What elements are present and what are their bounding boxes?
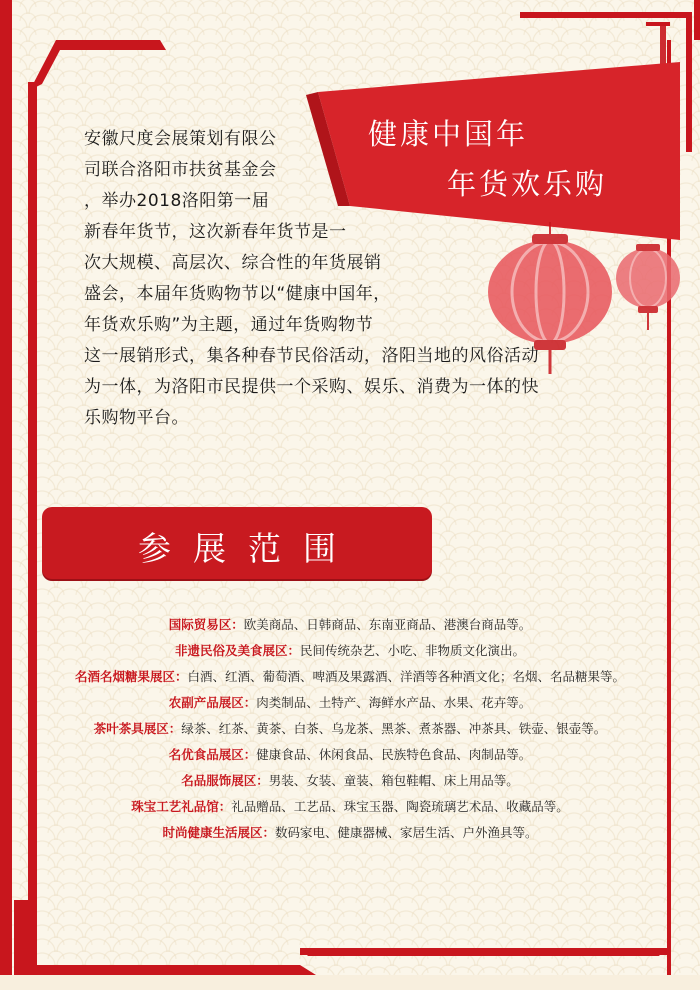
scope-items: 肉类制品、土特产、海鲜水产品、水果、花卉等。 (256, 695, 532, 710)
exhibition-scope-list (0, 612, 700, 846)
scope-separator: ： (243, 747, 257, 762)
scope-items: 民间传统杂艺、小吃、非物质文化演出。 (300, 643, 526, 658)
scope-label: 珠宝工艺礼品馆 (131, 799, 219, 814)
scope-separator: ： (256, 773, 269, 788)
scope-label: 茶叶茶具展区 (93, 721, 169, 736)
banner-title-line1: 健康中国年 (368, 117, 529, 151)
intro-line: 为一体，为洛阳市民提供一个采购、娱乐、消费为一体的快 (84, 377, 539, 397)
scope-label: 农副产品展区 (168, 695, 244, 710)
scope-label: 非遗民俗及美食展区 (174, 643, 288, 658)
banner-title-line2: 年货欢乐购 (447, 167, 608, 201)
intro-line: ，举办2018洛阳第一届 (84, 191, 270, 211)
scope-row (0, 794, 700, 820)
scope-row (0, 820, 700, 846)
scope-row (0, 690, 700, 716)
scope-separator: ： (287, 643, 300, 658)
scope-items: 礼品赠品、工艺品、珠宝玉器、陶瓷琉璃艺术品、收藏品等。 (231, 799, 569, 814)
intro-line: 年货欢乐购”为主题，通过年货购物节 (84, 315, 374, 335)
intro-line: 次大规模、高层次、综合性的年货展销 (84, 253, 382, 273)
intro-line: 司联合洛阳市扶贫基金会 (84, 160, 277, 180)
scope-row (0, 716, 700, 742)
scope-label: 名优食品展区 (168, 747, 244, 762)
scope-row (0, 638, 700, 664)
scope-row (0, 664, 700, 690)
section-title-box (42, 507, 432, 579)
scope-separator: ： (231, 617, 244, 632)
intro-line: 这一展销形式，集各种春节民俗活动，洛阳当地的风俗活动 (84, 346, 539, 366)
section-title: 参展范围 (138, 529, 358, 568)
intro-line: 乐购物平台。 (84, 408, 189, 428)
intro-line: 盛会，本届年货购物节以“健康中国年， (84, 284, 391, 304)
scope-items: 数码家电、健康器械、家居生活、户外渔具等。 (275, 825, 538, 840)
scope-label: 国际贸易区 (168, 617, 232, 632)
scope-items: 健康食品、休闲食品、民族特色食品、肉制品等。 (256, 747, 532, 762)
scope-items: 欧美商品、日韩商品、东南亚商品、港澳台商品等。 (243, 617, 532, 632)
scope-separator: ： (262, 825, 275, 840)
intro-line: 新春年货节，这次新春年货节是一 (84, 222, 347, 242)
scope-row (0, 768, 700, 794)
scope-separator: ： (168, 721, 182, 736)
intro-paragraph (84, 124, 584, 434)
scope-separator: ： (218, 799, 232, 814)
scope-separator: ： (243, 695, 257, 710)
intro-line: 安徽尺度会展策划有限公 (84, 129, 277, 149)
scope-row (0, 612, 700, 638)
scope-items: 男装、女装、童装、箱包鞋帽、床上用品等。 (268, 773, 519, 788)
scope-label: 名酒名烟糖果展区 (74, 669, 175, 684)
scope-items: 绿茶、红茶、黄茶、白茶、乌龙茶、黑茶、煮茶器、冲茶具、铁壶、银壶等。 (181, 721, 607, 736)
scope-row (0, 742, 700, 768)
scope-label: 名品服饰展区 (181, 773, 257, 788)
scope-separator: ： (174, 669, 188, 684)
scope-items: 白酒、红酒、葡萄酒、啤酒及果露酒、洋酒等各种酒文化；名烟、名品糖果等。 (187, 669, 626, 684)
scope-label: 时尚健康生活展区 (162, 825, 263, 840)
